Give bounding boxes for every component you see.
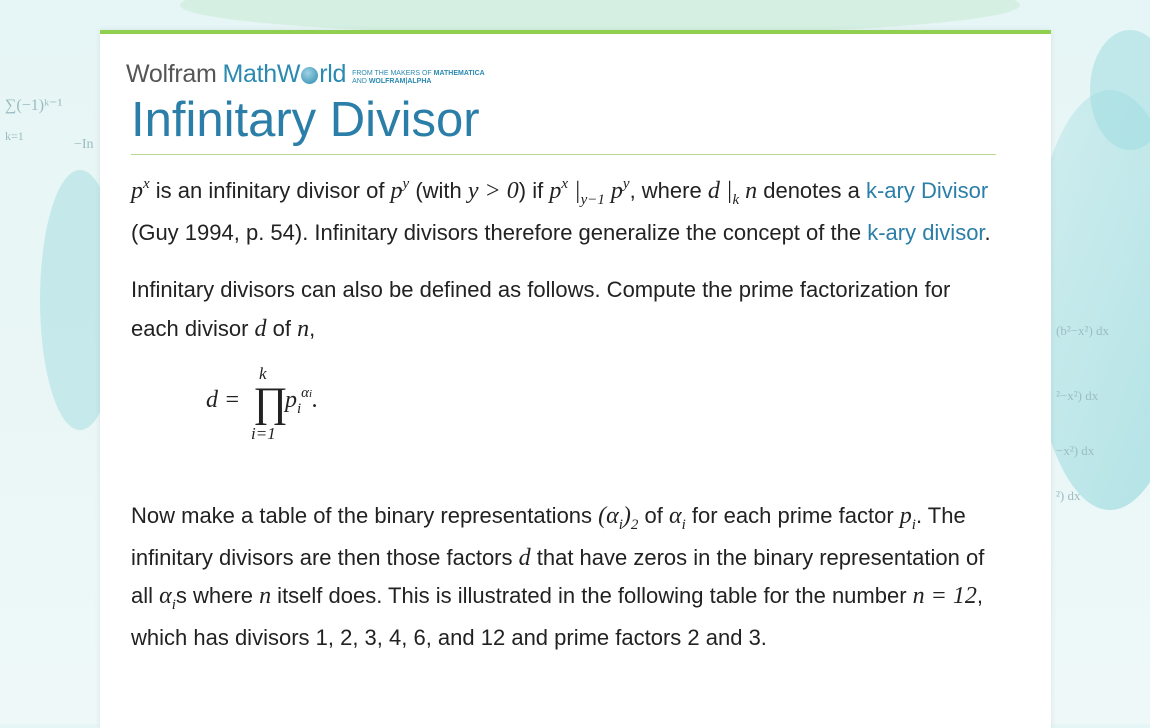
equation-prime-factorization <box>131 364 1001 487</box>
text: . <box>984 219 991 245</box>
text: that have zeros in the binary representation of all <box>131 544 985 608</box>
text: Now make a table of the binary representations <box>131 503 599 528</box>
logo-wolfram-text: Wolfram <box>126 60 217 88</box>
text: ) if <box>518 178 550 203</box>
math-alpha-i: $\alpha_i$ <box>669 503 686 533</box>
product-upper-limit: k <box>259 364 267 383</box>
text: Infinitary divisors can also be defined as follows. Compute the prime factorization for each divisor <box>131 277 951 341</box>
tagline-brand1: MATHEMATICA <box>433 70 485 77</box>
svg-text:²−x²) dx: ²−x²) dx <box>1056 388 1099 403</box>
page-title: Infinitary Divisor <box>131 93 480 147</box>
text: , where <box>629 178 708 203</box>
math-n-equals-12: n = 12 <box>912 583 977 609</box>
logo-mathworld-prefix: MathW <box>222 60 301 88</box>
math-condition: y > 0 <box>467 178 519 204</box>
article-card <box>100 30 1051 728</box>
text: . The infinitary divisors are then those factors <box>131 503 966 570</box>
text: for each prime factor <box>685 503 900 528</box>
equation-lhs: d = <box>206 387 241 413</box>
svg-text:−x²) dx: −x²) dx <box>1056 443 1095 458</box>
svg-text:−In: −In <box>74 137 94 152</box>
math-n: n <box>259 583 272 609</box>
svg-text:k=1: k=1 <box>5 129 24 143</box>
math-p-i: $p_i$ <box>899 503 916 533</box>
text: (with <box>409 178 468 203</box>
text: (Guy 1994, p. 54). Infinitary divisors therefore generalize the concept of the <box>131 219 868 245</box>
math-px: $p^x$ <box>131 176 150 204</box>
text: denotes a <box>757 178 866 203</box>
text: itself does. This is illustrated in the following table for the number <box>271 583 913 608</box>
text: , which has divisors 1, 2, 3, 4, 6, and 12 and prime factors 2 and 3. <box>131 583 983 650</box>
svg-text:∑(−1)ᵏ⁻¹: ∑(−1)ᵏ⁻¹ <box>5 97 63 114</box>
paragraph-binary-table <box>131 497 1001 657</box>
paragraph-alternative-definition <box>131 271 1001 348</box>
logo-mathworld-suffix: rld <box>319 60 347 88</box>
globe-icon <box>301 67 318 84</box>
title-divider <box>131 154 996 155</box>
article-body <box>131 172 1001 676</box>
site-logo[interactable] <box>126 60 485 89</box>
tagline-line2: AND <box>352 78 367 85</box>
logo-tagline <box>352 70 485 86</box>
text: , <box>309 315 316 341</box>
math-alpha-i-2: $\alpha_i$ <box>159 583 176 613</box>
text: is an infinitary divisor of <box>149 178 391 203</box>
text: of <box>638 503 669 528</box>
math-n: n <box>297 315 310 342</box>
math-d: d <box>518 544 531 571</box>
math-relation: $p^x$ $|_{y-1}$ $p^y$ <box>549 176 630 208</box>
svg-text:(b²−x²) dx: (b²−x²) dx <box>1056 323 1110 338</box>
product-symbol: ∏ <box>253 380 288 426</box>
math-binary-rep: $(\alpha_i)_2$ <box>598 503 639 533</box>
paragraph-definition <box>131 172 1001 252</box>
equation-term: $p_i^{\alpha i}$. <box>285 385 319 417</box>
math-kary-relation: d $|_k$ n <box>707 178 758 208</box>
tagline-line1: FROM THE MAKERS OF <box>352 70 432 77</box>
math-d: d <box>254 315 267 342</box>
link-kary-divisor[interactable]: k-ary Divisor <box>865 178 989 203</box>
text: of <box>266 315 298 341</box>
svg-text:²) dx: ²) dx <box>1056 488 1081 503</box>
logo-mathworld-text <box>223 60 347 89</box>
link-kary-divisor-2[interactable]: k-ary divisor <box>867 219 985 245</box>
math-py: $p^y$ <box>390 176 410 204</box>
text: s where <box>175 583 260 608</box>
product-lower-limit: i=1 <box>251 424 276 443</box>
tagline-brand2: WOLFRAM|ALPHA <box>368 78 432 85</box>
